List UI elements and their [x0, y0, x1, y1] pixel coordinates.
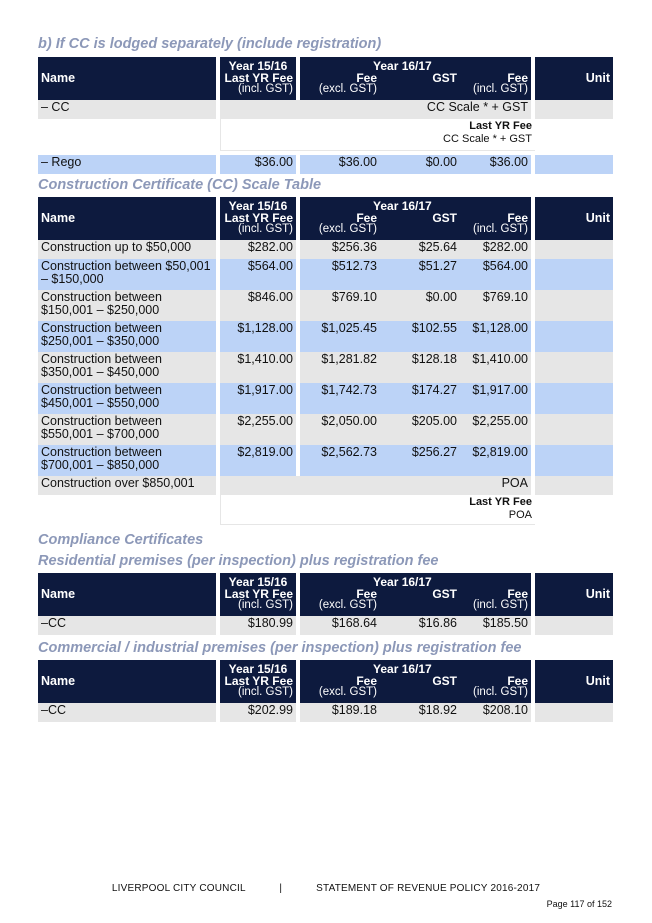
row-name: – Rego: [38, 155, 220, 174]
col-last-yr-header: Year 15/16 Last YR Fee (incl. GST): [220, 573, 300, 616]
col-unit-header: Unit: [535, 660, 613, 703]
col-gst-header: Year 16/17 GST: [380, 660, 460, 703]
col-gst-header: Year 16/17 GST: [380, 197, 460, 240]
col-fee-header: Fee (excl. GST): [300, 573, 380, 616]
table-row: Construction between $450,001 – $550,000 $1,917.00 $1,742.73 $174.27 $1,917.00: [38, 383, 613, 414]
col-fee-header: Fee (excl. GST): [300, 660, 380, 703]
last-yr-fee-note: Last YR Fee POA: [220, 495, 535, 525]
table-row: Construction between $150,001 – $250,000 $846.00 $769.10 $0.00 $769.10: [38, 290, 613, 321]
last-yr-fee-note: Last YR Fee CC Scale * + GST: [220, 119, 535, 151]
col-unit-header: Unit: [535, 197, 613, 240]
col-fee-header: Fee (excl. GST): [300, 197, 380, 240]
col-incl-header: Fee (incl. GST): [460, 57, 535, 100]
col-unit-header: Unit: [535, 57, 613, 100]
table-row: [38, 100, 613, 119]
col-fee-header: Fee (excl. GST): [300, 57, 380, 100]
col-gst-header: Year 16/17 GST: [380, 573, 460, 616]
row-name: – CC: [38, 100, 220, 119]
cc-separate-table: [38, 57, 613, 174]
cc-scale-heading: Construction Certificate (CC) Scale Table: [38, 177, 322, 193]
table-row: – Rego $36.00 $36.00 $0.00 $36.00: [38, 155, 613, 174]
table-row: [38, 495, 613, 525]
col-name-header: Name: [38, 573, 220, 616]
col-name-header: Name: [38, 660, 220, 703]
footer-divider: |: [279, 883, 283, 894]
row-name: Construction over $850,001: [38, 476, 220, 495]
page-number: Page 117 of 152: [546, 899, 612, 909]
col-last-yr-header: Year 15/16 Last YR Fee (incl. GST): [220, 197, 300, 240]
col-incl-header: Fee (incl. GST): [460, 573, 535, 616]
col-last-yr-header: Year 15/16 Last YR Fee (incl. GST): [220, 57, 300, 100]
table-row: Construction up to $50,000 $282.00 $256.36 $25.64 $282.00: [38, 240, 613, 259]
cc-scale-table: [38, 197, 613, 525]
residential-table: [38, 573, 613, 635]
table-row: Construction between $550,001 – $700,000 $2,255.00 $2,050.00 $205.00 $2,255.00: [38, 414, 613, 445]
table-row: [38, 119, 613, 151]
table-row: Construction between $50,001 – $150,000 $564.00 $512.73 $51.27 $564.00: [38, 259, 613, 290]
col-incl-header: Fee (incl. GST): [460, 660, 535, 703]
col-unit-header: Unit: [535, 573, 613, 616]
col-name-header: Name: [38, 197, 220, 240]
compliance-heading: Compliance Certificates: [38, 532, 204, 548]
col-gst-header: Year 16/17 GST: [380, 57, 460, 100]
footer-org: LIVERPOOL CITY COUNCIL: [111, 883, 246, 894]
table-row: Construction between $700,001 – $850,000 $2,819.00 $2,562.73 $256.27 $2,819.00: [38, 445, 613, 476]
table-row: Construction between $350,001 – $450,000 $1,410.00 $1,281.82 $128.18 $1,410.00: [38, 352, 613, 383]
col-last-yr-header: Year 15/16 Last YR Fee (incl. GST): [220, 660, 300, 703]
col-name-header: Name: [38, 57, 220, 100]
footer-doc-title: STATEMENT OF REVENUE POLICY 2016-2017: [316, 883, 541, 894]
page-footer: [0, 883, 652, 894]
table-row: –CC $180.99 $168.64 $16.86 $185.50: [38, 616, 613, 635]
commercial-heading: Commercial / industrial premises (per inspection) plus registration fee: [38, 640, 522, 656]
table-row: [38, 476, 613, 495]
row-fee-text: POA: [220, 476, 535, 495]
section-b-heading: b) If CC is lodged separately (include registration): [38, 36, 382, 52]
residential-heading: Residential premises (per inspection) plus registration fee: [38, 553, 439, 569]
table-row: Construction between $250,001 – $350,000 $1,128.00 $1,025.45 $102.55 $1,128.00: [38, 321, 613, 352]
commercial-table: [38, 660, 613, 722]
table-row: –CC $202.99 $189.18 $18.92 $208.10: [38, 703, 613, 722]
col-incl-header: Fee (incl. GST): [460, 197, 535, 240]
row-fee-text: CC Scale * + GST: [220, 100, 535, 119]
